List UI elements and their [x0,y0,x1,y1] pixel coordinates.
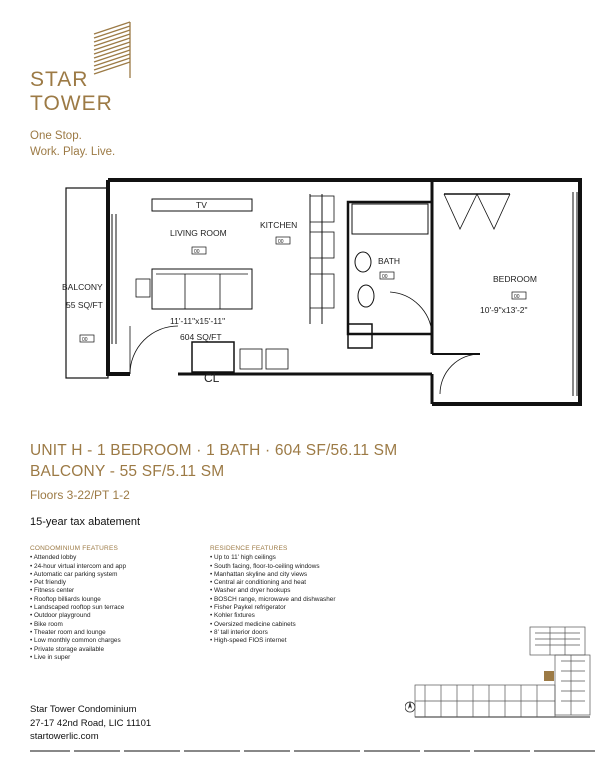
brand-name-line1: STAR [30,68,89,91]
feature-item: • Up to 11' high ceilings [210,554,336,562]
unit-summary: UNIT H - 1 BEDROOM · 1 BATH · 604 SF/56.11 SM [30,442,398,459]
feature-item: • BOSCH range, microwave and dishwasher [210,596,336,604]
outlet-tag: 00 [278,239,284,245]
tv-label: TV [196,200,207,210]
feature-item: • Washer and dryer hookups [210,587,336,595]
balcony-size: 55 SQ/FT [66,300,103,310]
feature-item: • South facing, floor-to-ceiling windows [210,563,336,571]
feature-item: • Bike room [30,621,126,629]
feature-item: • Attended lobby [30,554,126,562]
condo-features-list [30,554,126,662]
tax-abatement: 15-year tax abatement [30,516,141,528]
key-plan [405,625,595,735]
feature-item: • Landscaped rooftop sun terrace [30,604,126,612]
living-room-dims: 11'-11"x15'-11" [170,316,226,326]
feature-item: • High-speed FIOS internet [210,637,336,645]
address-block [30,703,151,744]
kitchen-label: KITCHEN [260,220,298,230]
unit-highlight [544,671,554,681]
tagline-line1: One Stop. [30,130,82,142]
feature-item: • Low monthly common charges [30,637,126,645]
compass-icon [405,701,415,712]
living-room-size: 604 SQ/FT [180,332,222,342]
bedroom-label: BEDROOM [493,274,537,284]
tagline [30,128,115,160]
keyplan-north-wing [530,627,585,655]
bath-label: BATH [378,256,401,266]
toilet [358,285,374,307]
feature-item: • Outdoor playground [30,612,126,620]
bath-walls [348,202,432,334]
residence-features [210,545,336,646]
chair-right [266,349,288,369]
outlet-tag: 00 [514,294,520,300]
keyplan-east-wing [555,655,590,715]
feature-item: • Central air conditioning and heat [210,579,336,587]
floors: Floors 3-22/PT 1-2 [30,488,130,502]
condo-features-title: CONDOMINIUM FEATURES [30,545,119,552]
sofa [152,269,252,309]
balcony-label: BALCONY [62,282,103,292]
bathtub [352,204,428,234]
residence-features-list [210,554,336,645]
brand-name [30,68,113,116]
outlet-tag: 00 [382,274,388,280]
feature-item: • 8' tall interior doors [210,629,336,637]
residence-features-title: RESIDENCE FEATURES [210,545,288,552]
feature-item: • Pet friendly [30,579,126,587]
bedroom-dims: 10'-9"x13'-2" [480,305,528,315]
balcony-summary: BALCONY - 55 SF/5.11 SM [30,463,225,480]
sink [355,252,371,272]
feature-item: • Kohler fixtures [210,612,336,620]
feature-item: • Fisher Paykel refrigerator [210,604,336,612]
street-address: 27-17 42nd Road, LIC 11101 [30,717,152,729]
website-link[interactable]: startowerlic.com [30,731,99,742]
building-name: Star Tower Condominium [30,704,137,715]
feature-item: • 24-hour virtual intercom and app [30,563,126,571]
fine-print-disclaimer [30,748,600,754]
feature-item: • Private storage available [30,646,126,654]
brand-name-line2: TOWER [30,92,113,115]
outlet-tag: 00 [82,337,88,343]
feature-item: • Manhattan skyline and city views [210,571,336,579]
chair-left [240,349,262,369]
closet-outline [192,342,234,372]
condo-features [30,545,126,662]
living-room-label: LIVING ROOM [170,228,227,238]
feature-item: • Fitness center [30,587,126,595]
feature-item: • Automatic car parking system [30,571,126,579]
feature-item: • Live in super [30,654,126,662]
feature-item: • Oversized medicine cabinets [210,621,336,629]
exterior-wall [108,180,580,404]
floor-plan [60,174,600,436]
tagline-line2: Work. Play. Live. [30,146,116,158]
unit-heading [30,440,397,482]
feature-item: • Rooftop billiards lounge [30,596,126,604]
feature-item: • Theater room and lounge [30,629,126,637]
outlet-tag: 00 [194,249,200,255]
closet-label: CL [204,371,220,385]
